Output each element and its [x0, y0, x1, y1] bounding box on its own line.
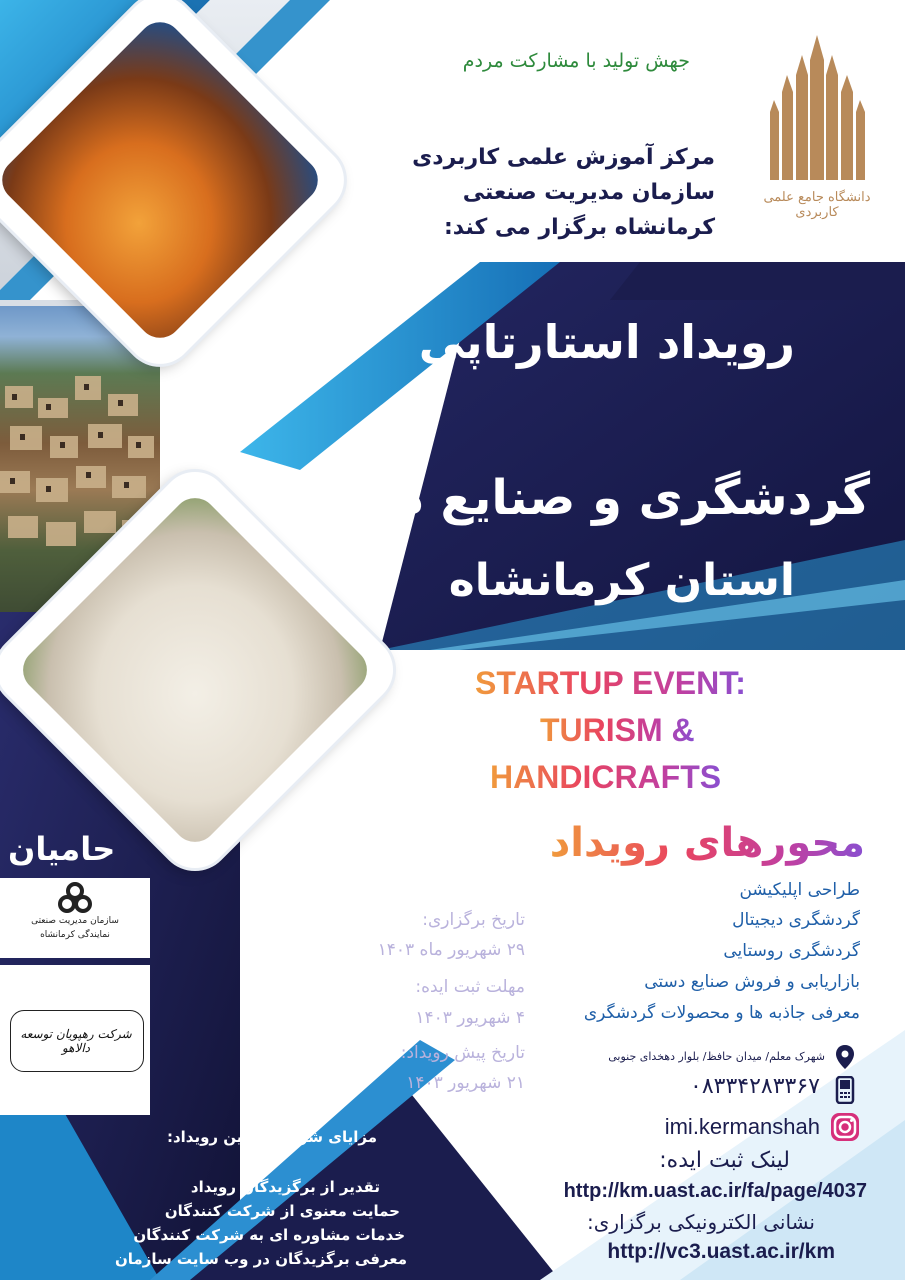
sponsor1-line2: نمایندگی کرمانشاه — [40, 930, 110, 940]
sponsor-card-1 — [0, 878, 150, 958]
event-subtitle-1: گردشگری و صنایع دستی — [283, 470, 870, 526]
organizer-line1: مرکز آموزش علمی کاربردی — [412, 145, 715, 170]
event-subtitle-2: استان کرمانشاه — [448, 555, 795, 606]
contact-address: شهرک معلم/ میدان حافظ/ بلوار دهخدای جنوبی — [608, 1050, 825, 1063]
sponsor2-name: شرکت رهپویان توسعه دالاهو — [20, 1027, 132, 1055]
contact-phone: ۰۸۳۳۴۲۸۳۳۶۷ — [690, 1074, 820, 1099]
axes-item-4: بازاریابی و فروش صنایع دستی — [644, 972, 860, 992]
logo-text: دانشگاه جامع علمی کاربردی — [763, 190, 871, 220]
benefits-item-4: معرفی برگزیدگان در وب سایت سازمان — [114, 1250, 407, 1268]
axes-item-3: گردشگری روستایی — [723, 941, 860, 961]
date-label-3: تاریخ پیش رویداد: — [400, 1043, 525, 1063]
date-value-3: ۲۱ شهریور ۱۴۰۳ — [406, 1073, 525, 1093]
date-label-2: مهلت ثبت ایده: — [415, 977, 525, 997]
sponsor-card-2 — [0, 965, 150, 1115]
benefits-item-2: حمایت معنوی از شرکت کنندگان — [164, 1202, 400, 1220]
organizer-line3: کرمانشاه برگزار می کند: — [443, 215, 715, 240]
benefits-item-3: خدمات مشاوره ای به شرکت کنندگان — [133, 1226, 405, 1244]
university-logo — [762, 30, 872, 240]
english-title-line2: TURISM & — [540, 712, 695, 748]
idea-link-url[interactable]: http://km.uast.ac.ir/fa/page/4037 — [563, 1180, 867, 1202]
idea-link-label: لینک ثبت ایده: — [659, 1148, 790, 1173]
instagram-icon — [830, 1112, 860, 1142]
event-title: رویداد استارتاپی — [418, 315, 795, 369]
sponsor1-line1: سازمان مدیریت صنعتی — [31, 916, 119, 926]
axes-item-2: گردشگری دیجیتال — [732, 910, 860, 930]
date-value-1: ۲۹ شهریور ماه ۱۴۰۳ — [377, 940, 525, 960]
axes-item-1: طراحی اپلیکیشن — [739, 880, 860, 900]
imi-logo-icon — [58, 882, 92, 914]
contact-instagram[interactable]: imi.kermanshah — [664, 1114, 820, 1139]
online-link-label: نشانی الکترونیکی برگزاری: — [587, 1210, 815, 1234]
organizer-line2: سازمان مدیریت صنعتی — [462, 180, 715, 205]
location-pin-icon — [835, 1044, 855, 1070]
english-title-line3: HANDICRAFTS — [490, 759, 722, 795]
online-link-url[interactable]: http://vc3.uast.ac.ir/km — [607, 1240, 835, 1263]
benefits-heading: مزایای شرکت در این رویداد: — [166, 1128, 377, 1146]
date-value-2: ۴ شهریور ۱۴۰۳ — [415, 1008, 525, 1028]
phone-icon — [835, 1076, 855, 1104]
date-label-1: تاریخ برگزاری: — [422, 910, 525, 930]
axes-heading: محورهای رویداد — [549, 820, 865, 866]
slogan-text: جهش تولید با مشارکت مردم — [462, 50, 690, 72]
sponsors-heading: حامیان — [8, 830, 116, 868]
axes-item-5: معرفی جاذبه ها و محصولات گردشگری — [583, 1003, 860, 1023]
english-title-line1: STARTUP EVENT: — [475, 665, 746, 701]
benefits-item-1: تقدیر از برگزیدگان رویداد — [190, 1178, 380, 1196]
